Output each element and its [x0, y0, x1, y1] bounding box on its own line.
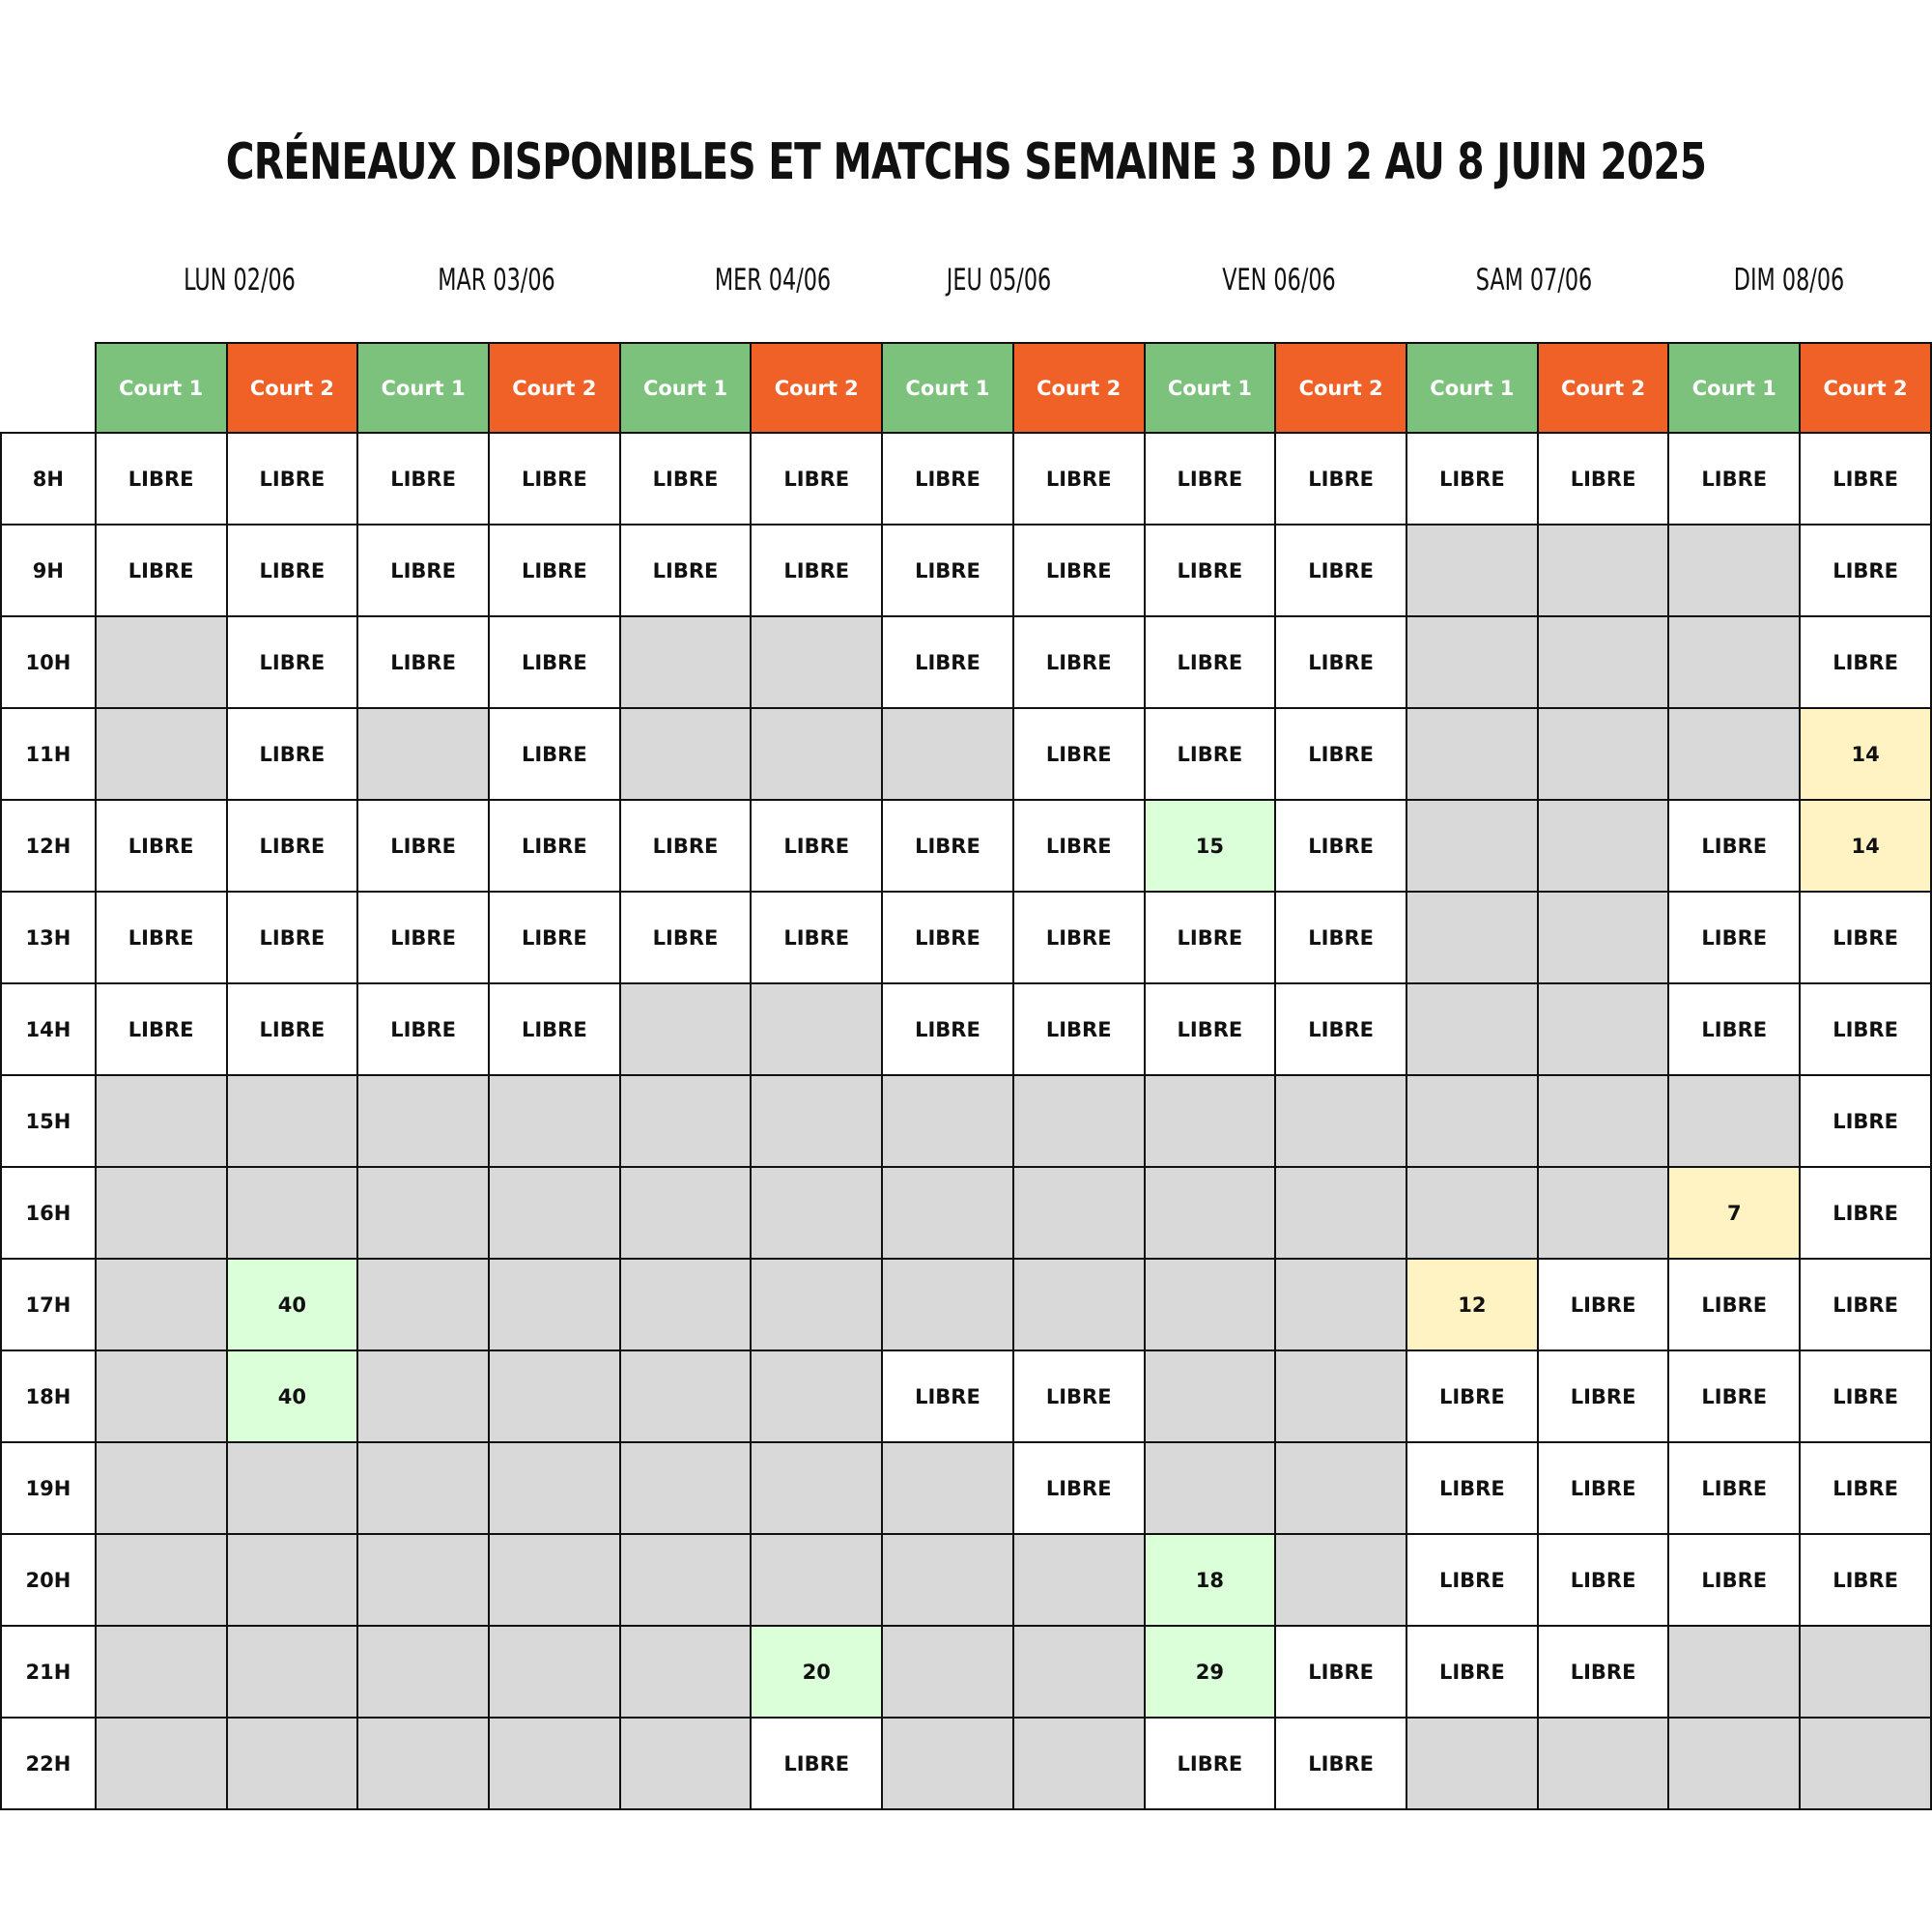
unavailable-slot-cell: [1668, 1626, 1800, 1718]
free-slot-cell: LIBRE: [1406, 1534, 1538, 1626]
unavailable-slot-cell: [227, 1167, 358, 1259]
unavailable-slot-cell: [96, 1442, 227, 1534]
hour-label: 17H: [1, 1259, 96, 1350]
match-cell: 7: [1668, 1167, 1800, 1259]
unavailable-slot-cell: [1800, 1718, 1931, 1809]
hour-label: 20H: [1, 1534, 96, 1626]
unavailable-slot-cell: [357, 708, 489, 800]
free-slot-cell: LIBRE: [1275, 983, 1406, 1075]
unavailable-slot-cell: [96, 1718, 227, 1809]
free-slot-cell: LIBRE: [1145, 983, 1276, 1075]
unavailable-slot-cell: [1538, 983, 1669, 1075]
unavailable-slot-cell: [1275, 1259, 1406, 1350]
unavailable-slot-cell: [751, 1075, 882, 1167]
free-slot-cell: LIBRE: [882, 800, 1013, 892]
unavailable-slot-cell: [489, 1718, 620, 1809]
court-header: Court 2: [751, 343, 882, 433]
free-slot-cell: LIBRE: [620, 433, 752, 525]
unavailable-slot-cell: [1538, 616, 1669, 708]
hour-label: 16H: [1, 1167, 96, 1259]
court-header: Court 1: [357, 343, 489, 433]
unavailable-slot-cell: [1668, 525, 1800, 616]
unavailable-slot-cell: [489, 1167, 620, 1259]
unavailable-slot-cell: [96, 708, 227, 800]
corner-cell: [1, 343, 96, 433]
free-slot-cell: LIBRE: [1668, 800, 1800, 892]
match-cell: 14: [1800, 708, 1931, 800]
unavailable-slot-cell: [751, 616, 882, 708]
court-header: Court 2: [1275, 343, 1406, 433]
unavailable-slot-cell: [882, 1259, 1013, 1350]
unavailable-slot-cell: [1668, 616, 1800, 708]
time-slot-row: [1, 1259, 1931, 1350]
free-slot-cell: LIBRE: [1800, 616, 1931, 708]
unavailable-slot-cell: [489, 1534, 620, 1626]
unavailable-slot-cell: [489, 1259, 620, 1350]
unavailable-slot-cell: [489, 1350, 620, 1442]
unavailable-slot-cell: [227, 1534, 358, 1626]
unavailable-slot-cell: [1145, 1167, 1276, 1259]
free-slot-cell: LIBRE: [357, 892, 489, 983]
court-header: Court 1: [1406, 343, 1538, 433]
unavailable-slot-cell: [751, 1167, 882, 1259]
time-slot-row: [1, 800, 1931, 892]
unavailable-slot-cell: [96, 1534, 227, 1626]
free-slot-cell: LIBRE: [1538, 1626, 1669, 1718]
unavailable-slot-cell: [96, 1167, 227, 1259]
free-slot-cell: LIBRE: [1013, 433, 1145, 525]
free-slot-cell: LIBRE: [489, 800, 620, 892]
unavailable-slot-cell: [1013, 1075, 1145, 1167]
unavailable-slot-cell: [751, 983, 882, 1075]
free-slot-cell: LIBRE: [1668, 892, 1800, 983]
time-slot-row: [1, 1442, 1931, 1534]
free-slot-cell: LIBRE: [1013, 800, 1145, 892]
unavailable-slot-cell: [489, 1075, 620, 1167]
unavailable-slot-cell: [1406, 892, 1538, 983]
unavailable-slot-cell: [96, 1350, 227, 1442]
free-slot-cell: LIBRE: [620, 892, 752, 983]
court-header: Court 2: [1538, 343, 1669, 433]
free-slot-cell: LIBRE: [1800, 433, 1931, 525]
unavailable-slot-cell: [751, 1534, 882, 1626]
free-slot-cell: LIBRE: [1013, 1350, 1145, 1442]
unavailable-slot-cell: [357, 1718, 489, 1809]
unavailable-slot-cell: [489, 1442, 620, 1534]
free-slot-cell: LIBRE: [882, 983, 1013, 1075]
unavailable-slot-cell: [1538, 1167, 1669, 1259]
day-header-row: [0, 263, 1932, 311]
free-slot-cell: LIBRE: [751, 525, 882, 616]
unavailable-slot-cell: [1275, 1534, 1406, 1626]
free-slot-cell: LIBRE: [489, 616, 620, 708]
time-slot-row: [1, 1167, 1931, 1259]
unavailable-slot-cell: [882, 708, 1013, 800]
free-slot-cell: LIBRE: [751, 433, 882, 525]
unavailable-slot-cell: [751, 1259, 882, 1350]
unavailable-slot-cell: [882, 1534, 1013, 1626]
unavailable-slot-cell: [1538, 892, 1669, 983]
free-slot-cell: LIBRE: [1145, 525, 1276, 616]
free-slot-cell: LIBRE: [227, 983, 358, 1075]
free-slot-cell: LIBRE: [1668, 433, 1800, 525]
free-slot-cell: LIBRE: [882, 616, 1013, 708]
court-header: Court 1: [96, 343, 227, 433]
day-label: VEN 06/06: [1222, 263, 1336, 298]
unavailable-slot-cell: [96, 1626, 227, 1718]
unavailable-slot-cell: [620, 1350, 752, 1442]
unavailable-slot-cell: [1800, 1626, 1931, 1718]
unavailable-slot-cell: [882, 1718, 1013, 1809]
free-slot-cell: LIBRE: [1275, 800, 1406, 892]
unavailable-slot-cell: [620, 708, 752, 800]
unavailable-slot-cell: [1538, 1075, 1669, 1167]
hour-label: 18H: [1, 1350, 96, 1442]
time-slot-row: [1, 616, 1931, 708]
unavailable-slot-cell: [620, 1718, 752, 1809]
time-slot-row: [1, 1075, 1931, 1167]
free-slot-cell: LIBRE: [1275, 433, 1406, 525]
unavailable-slot-cell: [620, 1167, 752, 1259]
free-slot-cell: LIBRE: [96, 983, 227, 1075]
unavailable-slot-cell: [1668, 1718, 1800, 1809]
day-label: DIM 08/06: [1733, 263, 1845, 298]
free-slot-cell: LIBRE: [1275, 1718, 1406, 1809]
unavailable-slot-cell: [1145, 1350, 1276, 1442]
unavailable-slot-cell: [227, 1718, 358, 1809]
hour-label: 9H: [1, 525, 96, 616]
match-cell: 29: [1145, 1626, 1276, 1718]
free-slot-cell: LIBRE: [1145, 1718, 1276, 1809]
free-slot-cell: LIBRE: [1275, 892, 1406, 983]
unavailable-slot-cell: [1145, 1075, 1276, 1167]
unavailable-slot-cell: [489, 1626, 620, 1718]
unavailable-slot-cell: [882, 1075, 1013, 1167]
free-slot-cell: LIBRE: [882, 525, 1013, 616]
unavailable-slot-cell: [1275, 1442, 1406, 1534]
unavailable-slot-cell: [1013, 1167, 1145, 1259]
free-slot-cell: LIBRE: [1800, 525, 1931, 616]
hour-label: 14H: [1, 983, 96, 1075]
time-slot-row: [1, 708, 1931, 800]
free-slot-cell: LIBRE: [227, 525, 358, 616]
time-slot-row: [1, 1534, 1931, 1626]
free-slot-cell: LIBRE: [357, 800, 489, 892]
unavailable-slot-cell: [751, 708, 882, 800]
day-label: MAR 03/06: [438, 263, 555, 298]
free-slot-cell: LIBRE: [1406, 1442, 1538, 1534]
free-slot-cell: LIBRE: [489, 433, 620, 525]
hour-label: 15H: [1, 1075, 96, 1167]
hour-label: 19H: [1, 1442, 96, 1534]
free-slot-cell: LIBRE: [1538, 1534, 1669, 1626]
free-slot-cell: LIBRE: [1800, 983, 1931, 1075]
unavailable-slot-cell: [1406, 800, 1538, 892]
free-slot-cell: LIBRE: [1013, 1442, 1145, 1534]
time-slot-row: [1, 1626, 1931, 1718]
unavailable-slot-cell: [357, 1167, 489, 1259]
match-cell: 14: [1800, 800, 1931, 892]
free-slot-cell: LIBRE: [96, 433, 227, 525]
schedule-table: [0, 342, 1932, 1810]
free-slot-cell: LIBRE: [227, 892, 358, 983]
free-slot-cell: LIBRE: [227, 708, 358, 800]
match-cell: 40: [227, 1259, 358, 1350]
free-slot-cell: LIBRE: [751, 1718, 882, 1809]
court-header: Court 2: [489, 343, 620, 433]
day-label: LUN 02/06: [184, 263, 296, 298]
free-slot-cell: LIBRE: [1668, 1534, 1800, 1626]
free-slot-cell: LIBRE: [1668, 1259, 1800, 1350]
time-slot-row: [1, 1350, 1931, 1442]
court-header: Court 2: [227, 343, 358, 433]
free-slot-cell: LIBRE: [1668, 983, 1800, 1075]
court-header: Court 2: [1800, 343, 1931, 433]
free-slot-cell: LIBRE: [96, 800, 227, 892]
free-slot-cell: LIBRE: [882, 892, 1013, 983]
free-slot-cell: LIBRE: [1013, 525, 1145, 616]
free-slot-cell: LIBRE: [1275, 616, 1406, 708]
free-slot-cell: LIBRE: [620, 525, 752, 616]
unavailable-slot-cell: [96, 1259, 227, 1350]
match-cell: 20: [751, 1626, 882, 1718]
free-slot-cell: LIBRE: [1406, 1350, 1538, 1442]
unavailable-slot-cell: [1538, 708, 1669, 800]
free-slot-cell: LIBRE: [1800, 1259, 1931, 1350]
free-slot-cell: LIBRE: [1668, 1442, 1800, 1534]
unavailable-slot-cell: [357, 1259, 489, 1350]
free-slot-cell: LIBRE: [357, 433, 489, 525]
court-header-row: [1, 343, 1931, 433]
unavailable-slot-cell: [1406, 616, 1538, 708]
time-slot-row: [1, 1718, 1931, 1809]
free-slot-cell: LIBRE: [1538, 1442, 1669, 1534]
free-slot-cell: LIBRE: [489, 983, 620, 1075]
unavailable-slot-cell: [1406, 1167, 1538, 1259]
unavailable-slot-cell: [1538, 1718, 1669, 1809]
unavailable-slot-cell: [751, 1442, 882, 1534]
unavailable-slot-cell: [1275, 1075, 1406, 1167]
unavailable-slot-cell: [1406, 1075, 1538, 1167]
unavailable-slot-cell: [227, 1626, 358, 1718]
free-slot-cell: LIBRE: [227, 800, 358, 892]
free-slot-cell: LIBRE: [1668, 1350, 1800, 1442]
free-slot-cell: LIBRE: [1800, 1075, 1931, 1167]
unavailable-slot-cell: [1013, 1534, 1145, 1626]
unavailable-slot-cell: [882, 1626, 1013, 1718]
free-slot-cell: LIBRE: [1800, 892, 1931, 983]
unavailable-slot-cell: [1538, 800, 1669, 892]
free-slot-cell: LIBRE: [1538, 1259, 1669, 1350]
free-slot-cell: LIBRE: [227, 433, 358, 525]
free-slot-cell: LIBRE: [96, 892, 227, 983]
day-label: MER 04/06: [714, 263, 832, 298]
match-cell: 12: [1406, 1259, 1538, 1350]
free-slot-cell: LIBRE: [882, 1350, 1013, 1442]
free-slot-cell: LIBRE: [1145, 892, 1276, 983]
match-cell: 18: [1145, 1534, 1276, 1626]
free-slot-cell: LIBRE: [1406, 1626, 1538, 1718]
free-slot-cell: LIBRE: [357, 616, 489, 708]
unavailable-slot-cell: [357, 1534, 489, 1626]
unavailable-slot-cell: [1668, 1075, 1800, 1167]
unavailable-slot-cell: [227, 1075, 358, 1167]
unavailable-slot-cell: [882, 1442, 1013, 1534]
time-slot-row: [1, 892, 1931, 983]
free-slot-cell: LIBRE: [1800, 1534, 1931, 1626]
free-slot-cell: LIBRE: [1800, 1442, 1931, 1534]
court-header: Court 1: [1145, 343, 1276, 433]
hour-label: 13H: [1, 892, 96, 983]
unavailable-slot-cell: [882, 1167, 1013, 1259]
free-slot-cell: LIBRE: [1800, 1167, 1931, 1259]
page-title: CRÉNEAUX DISPONIBLES ET MATCHS SEMAINE 3 DU 2 AU 8 JUIN 2025: [225, 133, 1707, 191]
match-cell: 40: [227, 1350, 358, 1442]
unavailable-slot-cell: [1538, 525, 1669, 616]
free-slot-cell: LIBRE: [1013, 708, 1145, 800]
unavailable-slot-cell: [96, 1075, 227, 1167]
free-slot-cell: LIBRE: [882, 433, 1013, 525]
free-slot-cell: LIBRE: [489, 525, 620, 616]
unavailable-slot-cell: [620, 1075, 752, 1167]
unavailable-slot-cell: [1406, 983, 1538, 1075]
day-label: SAM 07/06: [1475, 263, 1593, 298]
free-slot-cell: LIBRE: [1013, 892, 1145, 983]
day-label: JEU 05/06: [946, 263, 1052, 298]
time-slot-row: [1, 433, 1931, 525]
free-slot-cell: LIBRE: [1538, 433, 1669, 525]
free-slot-cell: LIBRE: [751, 800, 882, 892]
unavailable-slot-cell: [96, 616, 227, 708]
unavailable-slot-cell: [1275, 1167, 1406, 1259]
unavailable-slot-cell: [1406, 525, 1538, 616]
free-slot-cell: LIBRE: [1013, 616, 1145, 708]
unavailable-slot-cell: [620, 1259, 752, 1350]
match-cell: 15: [1145, 800, 1276, 892]
unavailable-slot-cell: [1013, 1718, 1145, 1809]
free-slot-cell: LIBRE: [1013, 983, 1145, 1075]
unavailable-slot-cell: [620, 1626, 752, 1718]
unavailable-slot-cell: [1406, 1718, 1538, 1809]
unavailable-slot-cell: [620, 983, 752, 1075]
unavailable-slot-cell: [227, 1442, 358, 1534]
unavailable-slot-cell: [1668, 708, 1800, 800]
court-header: Court 1: [620, 343, 752, 433]
time-slot-row: [1, 525, 1931, 616]
unavailable-slot-cell: [1145, 1442, 1276, 1534]
free-slot-cell: LIBRE: [1145, 616, 1276, 708]
unavailable-slot-cell: [1406, 708, 1538, 800]
free-slot-cell: LIBRE: [227, 616, 358, 708]
free-slot-cell: LIBRE: [357, 983, 489, 1075]
hour-label: 8H: [1, 433, 96, 525]
free-slot-cell: LIBRE: [620, 800, 752, 892]
free-slot-cell: LIBRE: [1275, 525, 1406, 616]
hour-label: 12H: [1, 800, 96, 892]
free-slot-cell: LIBRE: [96, 525, 227, 616]
unavailable-slot-cell: [1275, 1350, 1406, 1442]
time-slot-row: [1, 983, 1931, 1075]
court-header: Court 1: [882, 343, 1013, 433]
unavailable-slot-cell: [1145, 1259, 1276, 1350]
unavailable-slot-cell: [357, 1626, 489, 1718]
free-slot-cell: LIBRE: [1275, 1626, 1406, 1718]
unavailable-slot-cell: [620, 1442, 752, 1534]
unavailable-slot-cell: [357, 1075, 489, 1167]
unavailable-slot-cell: [751, 1350, 882, 1442]
unavailable-slot-cell: [357, 1442, 489, 1534]
free-slot-cell: LIBRE: [1538, 1350, 1669, 1442]
court-header: Court 1: [1668, 343, 1800, 433]
free-slot-cell: LIBRE: [1800, 1350, 1931, 1442]
court-header: Court 2: [1013, 343, 1145, 433]
free-slot-cell: LIBRE: [1275, 708, 1406, 800]
unavailable-slot-cell: [620, 1534, 752, 1626]
free-slot-cell: LIBRE: [489, 708, 620, 800]
free-slot-cell: LIBRE: [1406, 433, 1538, 525]
unavailable-slot-cell: [1013, 1626, 1145, 1718]
free-slot-cell: LIBRE: [1145, 433, 1276, 525]
hour-label: 11H: [1, 708, 96, 800]
free-slot-cell: LIBRE: [751, 892, 882, 983]
unavailable-slot-cell: [1013, 1259, 1145, 1350]
free-slot-cell: LIBRE: [489, 892, 620, 983]
hour-label: 21H: [1, 1626, 96, 1718]
free-slot-cell: LIBRE: [1145, 708, 1276, 800]
hour-label: 22H: [1, 1718, 96, 1809]
unavailable-slot-cell: [357, 1350, 489, 1442]
hour-label: 10H: [1, 616, 96, 708]
unavailable-slot-cell: [620, 616, 752, 708]
free-slot-cell: LIBRE: [357, 525, 489, 616]
